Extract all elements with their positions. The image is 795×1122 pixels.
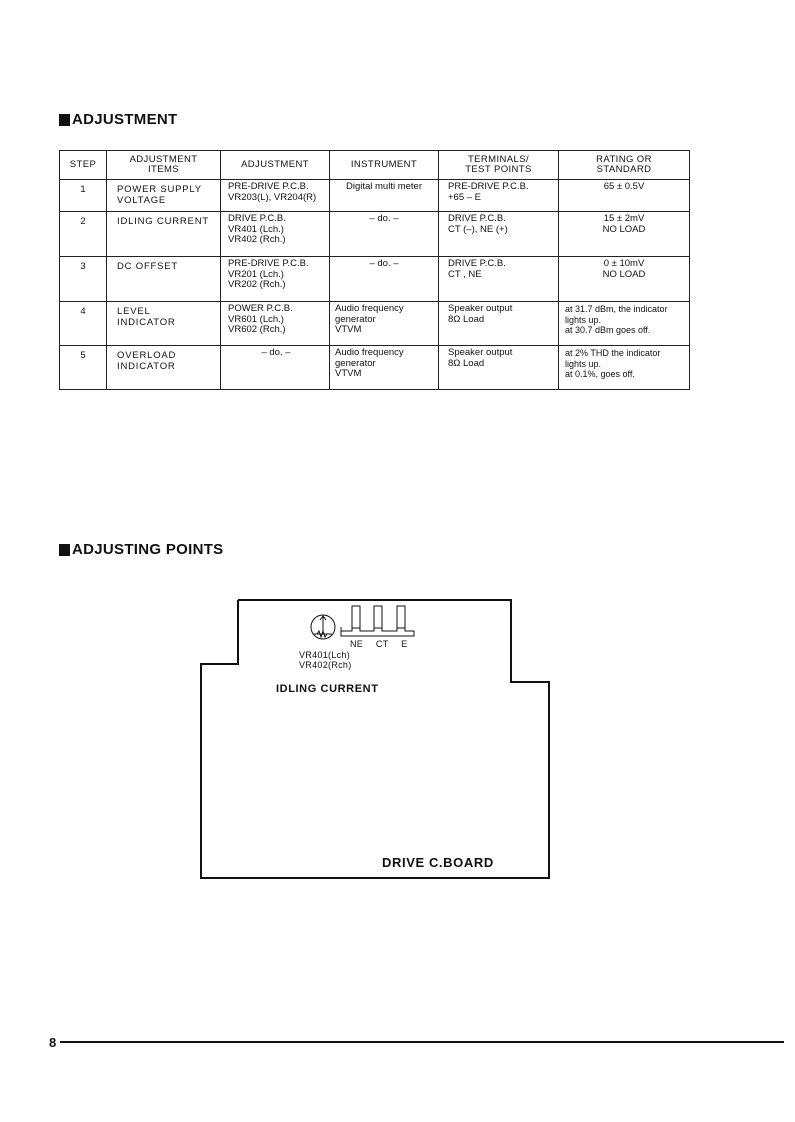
page-number: 8 [49, 1035, 57, 1050]
cell-step: 2 [60, 212, 107, 257]
cell-rating: at 2% THD the indicator lights up. at 0.1%, goes off. [559, 346, 690, 390]
cell-instrument: Audio frequency generator VTVM [330, 346, 439, 390]
vr401-label: VR401(Lch) [299, 650, 351, 660]
cell-terminals: DRIVE P.C.B. CT , NE [439, 257, 559, 302]
cell-items: LEVEL INDICATOR [107, 302, 221, 346]
cell-step: 3 [60, 257, 107, 302]
terminal-label-ct: CT [375, 639, 389, 649]
cell-adjustment: POWER P.C.B. VR601 (Lch.) VR602 (Rch.) [221, 302, 330, 346]
cell-terminals: PRE-DRIVE P.C.B. +65 – E [439, 180, 559, 212]
header-instrument: INSTRUMENT [330, 151, 439, 180]
cell-adjustment: PRE-DRIVE P.C.B. VR201 (Lch.) VR202 (Rch.) [221, 257, 330, 302]
cell-rating: at 31.7 dBm, the indicator lights up. at 30.7 dBm goes off. [559, 302, 690, 346]
cell-step: 5 [60, 346, 107, 390]
footer-rule [60, 1041, 784, 1043]
cell-instrument: – do. – [330, 212, 439, 257]
cell-items: OVERLOAD INDICATOR [107, 346, 221, 390]
terminal-labels [350, 639, 407, 649]
cell-step: 1 [60, 180, 107, 212]
terminal-ct-pin [374, 606, 382, 628]
cell-items: DC OFFSET [107, 257, 221, 302]
cell-instrument: Audio frequency generator VTVM [330, 302, 439, 346]
terminal-ne-pin [352, 606, 360, 628]
adjusting-points-heading-text: ADJUSTING POINTS [72, 541, 224, 558]
terminal-label-e: E [401, 639, 408, 649]
idling-current-label: IDLING CURRENT [276, 683, 379, 695]
cell-terminals: Speaker output 8Ω Load [439, 346, 559, 390]
header-terminals: TERMINALS/ TEST POINTS [439, 151, 559, 180]
header-adjustment: ADJUSTMENT [221, 151, 330, 180]
cell-instrument: Digital multi meter [330, 180, 439, 212]
terminal-label-ne: NE [350, 639, 364, 649]
cell-terminals: DRIVE P.C.B. CT (–), NE (+) [439, 212, 559, 257]
adjustment-heading-text: ADJUSTMENT [72, 111, 178, 128]
cell-rating: 65 ± 0.5V [559, 180, 690, 212]
cell-adjustment: DRIVE P.C.B. VR401 (Lch.) VR402 (Rch.) [221, 212, 330, 257]
cell-items: POWER SUPPLY VOLTAGE [107, 180, 221, 212]
vr-labels [299, 650, 352, 670]
variable-resistor-icon [311, 615, 335, 639]
cell-rating: 15 ± 2mV NO LOAD [559, 212, 690, 257]
vr402-label: VR402(Rch) [299, 660, 352, 670]
cell-rating: 0 ± 10mV NO LOAD [559, 257, 690, 302]
terminal-pins [341, 606, 414, 636]
header-items: ADJUSTMENT ITEMS [107, 151, 221, 180]
cell-terminals: Speaker output 8Ω Load [439, 302, 559, 346]
terminal-e-pin [397, 606, 405, 628]
cell-adjustment: PRE-DRIVE P.C.B. VR203(L), VR204(R) [221, 180, 330, 212]
cell-adjustment: – do. – [221, 346, 330, 390]
drive-board-label: DRIVE C.BOARD [382, 855, 494, 870]
header-rating: RATING OR STANDARD [559, 151, 690, 180]
header-step: STEP [60, 151, 107, 180]
cell-items: IDLING CURRENT [107, 212, 221, 257]
cell-step: 4 [60, 302, 107, 346]
cell-instrument: – do. – [330, 257, 439, 302]
